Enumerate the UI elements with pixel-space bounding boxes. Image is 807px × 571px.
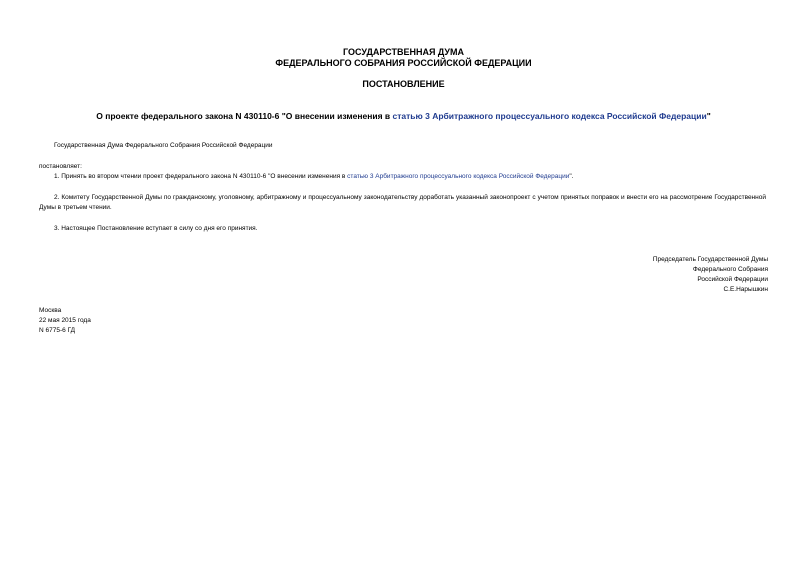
org-name-line1: ГОСУДАРСТВЕННАЯ ДУМА [342,47,465,57]
org-name-line2: ФЕДЕРАЛЬНОГО СОБРАНИЯ РОССИЙСКОЙ ФЕДЕРАЦИИ [275,58,532,68]
item-1-prefix: 1. Принять во втором чтении проект федерального закона N 430110-6 "О внесении изменения в [54,173,348,180]
item-1-link[interactable]: статью 3 Арбитражного процессуального кодекса Российской Федерации [347,173,570,180]
intro-text: Государственная Дума Федерального Собрания Российской Федерации [54,142,273,149]
signature-title-line3: Российской Федерации [697,276,768,283]
doc-title-link[interactable]: статью 3 Арбитражного процессуального кодекса Российской Федерации [392,111,707,121]
item-1 [54,172,574,181]
doc-title [0,111,807,122]
resolves-text: постановляет: [39,163,82,170]
footer-date: 22 мая 2015 года [39,317,91,324]
item-1-suffix: ". [569,173,574,180]
item-2: 2. Комитету Государственной Думы по гражданскому, уголовному, арбитражному и процессуальному законодательству доработать указанный законопроект с учетом принятых поправок и внести его на рассмотрение Государственной Думы в третьем чтении. [39,194,766,211]
signature-title-line2: Федерального Собрания [692,266,768,273]
signature-title-line1: Председатель Государственной Думы [652,256,768,263]
doc-title-suffix: " [706,111,711,121]
item-3: 3. Настоящее Постановление вступает в силу со дня его принятия. [54,225,258,232]
doc-title-prefix: О проекте федерального закона N 430110-6 "О внесении изменения в [96,111,393,121]
footer-city: Москва [39,307,62,314]
footer-number: N 6775-6 ГД [39,327,76,334]
doc-type: ПОСТАНОВЛЕНИЕ [362,79,445,89]
signature-name: С.Е.Нарышкин [723,286,768,293]
